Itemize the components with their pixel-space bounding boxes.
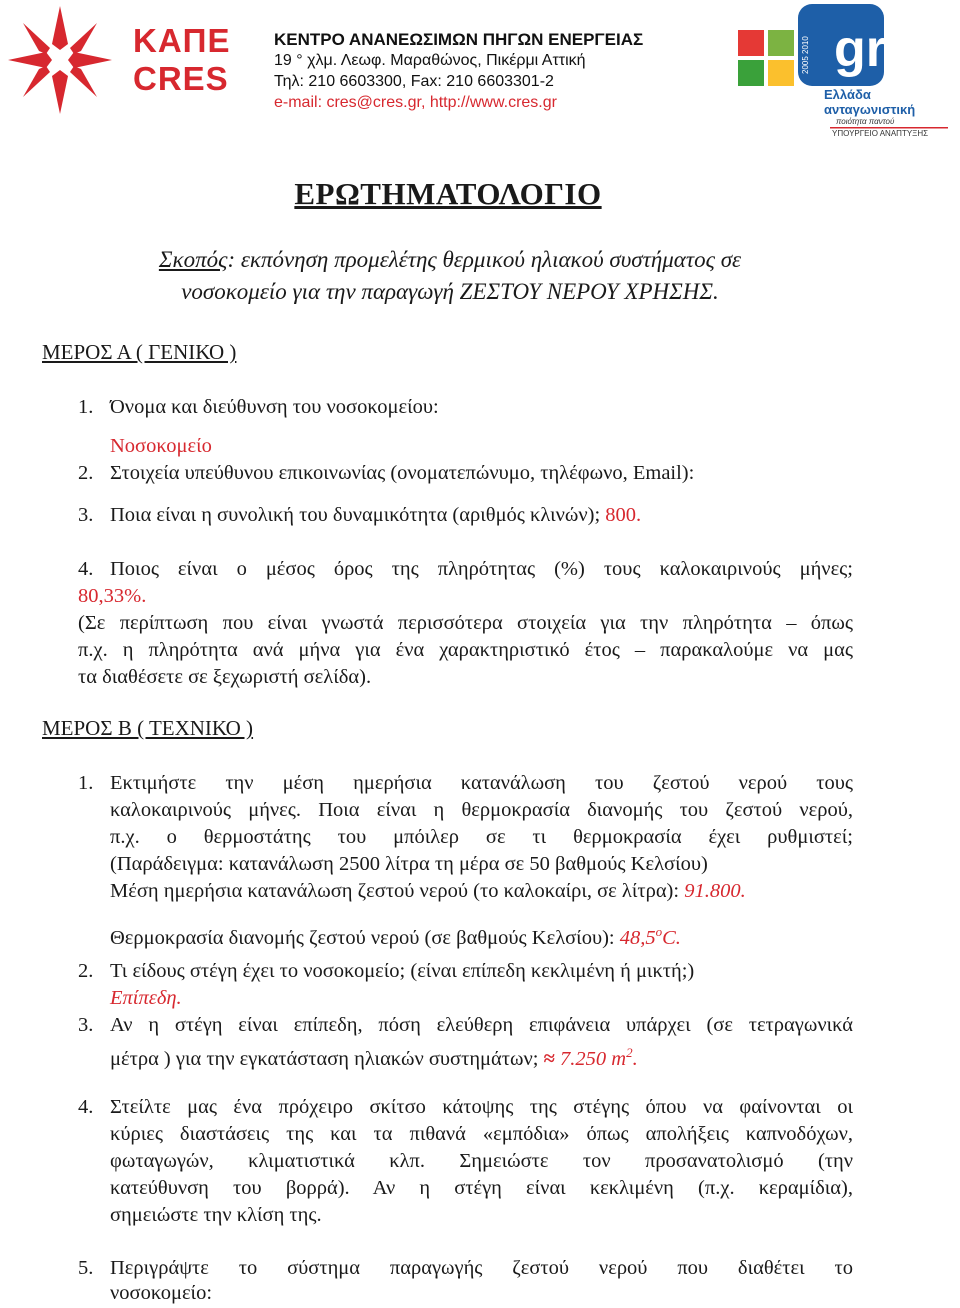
a2-number: 2. — [78, 462, 94, 484]
a1-question: Όνομα και διεύθυνση του νοσοκομείου: — [110, 396, 439, 418]
a4-number: 4. — [78, 558, 94, 580]
a4-note-line2: π.χ. η πληρότητα ανά μήνα για ένα χαρακτηριστικό έτος – παρακαλούμε να μας — [78, 639, 853, 661]
a1-number: 1. — [78, 396, 94, 418]
b3-area-answer — [560, 1045, 638, 1070]
b4-number: 4. — [78, 1096, 94, 1118]
a4-question: Ποιος είναι ο μέσος όρος της πληρότητας (%) τους καλοκαιρινούς μήνες; — [110, 558, 853, 580]
b4-line4: κατεύθυνση του βορρά). Αν η στέγη είναι κεκλιμένη (π.χ. κεραμίδια), — [110, 1177, 853, 1199]
b1-line6: Θερμοκρασία διανομής ζεστού νερού (σε βαθμούς Κελσίου): — [110, 926, 615, 949]
a1-answer: Νοσοκομείο — [110, 435, 212, 457]
org-email: e-mail: cres@cres.gr, http://www.cres.gr — [274, 94, 557, 111]
section-b-heading: ΜΕΡΟΣ Β ( ΤΕΧΝΙΚΟ ) — [42, 716, 254, 740]
b3-area-exponent: 2 — [626, 1045, 633, 1060]
document-title: ΕΡΩΤΗΜΑΤΟΛΟΓΙΟ — [294, 176, 602, 211]
kape-text: ΚΑΠΕ — [133, 22, 231, 59]
b3-line2-row — [110, 1039, 638, 1073]
purpose-statement — [90, 244, 810, 308]
b5-line2: νοσοκομείο: — [110, 1282, 213, 1304]
purpose-line1: : εκπόνηση προμελέτης θερμικού ηλιακού συστήματος σε — [227, 247, 742, 272]
a2-question: Στοιχεία υπεύθυνου επικοινωνίας (ονοματεπώνυμο, τηλέφωνο, Email): — [110, 462, 695, 484]
b1-consumption-answer: 91.800. — [684, 880, 746, 902]
b4-line2: κύριες διαστάσεις της και τα πιθανά «εμπόδια» όπως απολήξεις καπνοδόχων, — [110, 1123, 853, 1145]
b5-number: 5. — [78, 1257, 94, 1279]
b1-line6-row — [110, 918, 681, 952]
b1-temp-unit: C. — [662, 926, 681, 949]
org-address: 19 ° χλμ. Λεωφ. Μαραθώνος, Πικέρμι Αττική — [274, 52, 586, 69]
logo-years: 2005 2010 — [801, 36, 810, 74]
a3-answer: 800. — [605, 504, 642, 526]
cres-logo-mark — [6, 4, 114, 116]
b1-line1: Εκτιμήστε την μέση ημερήσια κατανάλωση του ζεστού νερού τους — [110, 772, 853, 794]
b1-line5: Μέση ημερήσια κατανάλωση ζεστού νερού (το καλοκαίρι, σε λίτρα): — [110, 880, 680, 902]
b3-line2: μέτρα ) για την εγκατάσταση ηλιακών συστημάτων; — [110, 1047, 539, 1070]
section-a-heading: ΜΕΡΟΣ Α ( ΓΕΝΙΚΟ ) — [42, 340, 237, 364]
logo-line3: ποιότητα παντού — [836, 117, 895, 126]
cres-logo-text — [133, 22, 231, 98]
b2-answer: Επίπεδη. — [110, 987, 182, 1009]
b4-line5: σημειώστε την κλίση της. — [110, 1204, 322, 1226]
b1-temp-value: 48,5 — [619, 926, 656, 949]
purpose-label: Σκοπός — [158, 247, 228, 272]
b1-line4: (Παράδειγμα: κατανάλωση 2500 λίτρα τη μέρα σε 50 βαθμούς Κελσίου) — [110, 853, 708, 875]
a3-question-line — [110, 502, 641, 529]
b3-line1: Αν η στέγη είναι επίπεδη, πόση ελεύθερη επιφάνεια υπάρχει (σε τετραγωνικά — [110, 1014, 853, 1036]
b1-number: 1. — [78, 772, 94, 794]
org-address-block — [274, 29, 643, 113]
a3-question: Ποια είναι η συνολική του δυναμικότητα (αριθμός κλινών); — [110, 504, 601, 526]
logo-ministry: ΥΠΟΥΡΓΕΙΟ ΑΝΑΠΤΥΞΗΣ — [832, 129, 929, 136]
b4-line3: φωταγωγών, κλιματιστικά κλπ. Σημειώστε τον προσανατολισμό (την — [110, 1150, 853, 1172]
cres-text: CRES — [133, 60, 229, 97]
greece-competitive-logo — [736, 2, 950, 136]
logo-line1: Ελλάδα — [824, 87, 871, 102]
b3-area-tail: . — [632, 1047, 638, 1070]
gr-mark-text: gr — [834, 20, 886, 78]
b2-number: 2. — [78, 960, 94, 982]
b1-temp-degree: o — [655, 924, 663, 939]
b1-line3: π.χ. ο θερμοστάτης του μπόιλερ σε τι θερμοκρασία έχει ρυθμιστεί; — [110, 826, 853, 848]
b3-area-value: 7.250 m — [560, 1047, 627, 1070]
org-phone: Τηλ: 210 6603300, Fax: 210 6603301-2 — [274, 73, 554, 90]
b1-temperature-answer — [619, 924, 681, 949]
a4-note-line1: (Σε περίπτωση που είναι γνωστά περισσότερα στοιχεία για την πληρότητα – όπως — [78, 612, 853, 634]
a3-number: 3. — [78, 504, 94, 526]
b5-line1: Περιγράψτε το σύστημα παραγωγής ζεστού νερού που διαθέτει το — [110, 1257, 853, 1279]
b3-number: 3. — [78, 1014, 94, 1036]
org-name: ΚΕΝΤΡΟ ΑΝΑΝΕΩΣΙΜΩΝ ΠΗΓΩΝ ΕΝΕΡΓΕΙΑΣ — [274, 30, 644, 49]
approx-symbol: ≈ — [543, 1047, 555, 1070]
logo-line2: ανταγωνιστική — [824, 102, 916, 117]
a4-answer: 80,33%. — [78, 585, 147, 607]
b4-line1: Στείλτε μας ένα πρόχειρο σκίτσο κάτοψης της στέγης όπου να φαίνονται οι — [110, 1096, 853, 1118]
purpose-line2: νοσοκομείο για την παραγωγή ΖΕΣΤΟΥ ΝΕΡΟΥ ΧΡΗΣΗΣ. — [181, 279, 719, 304]
a4-note-line3: τα διαθέσετε σε ξεχωριστή σελίδα). — [78, 666, 372, 688]
b1-line5-row — [110, 878, 746, 905]
b1-line2: καλοκαιρινούς μήνες. Ποια είναι η θερμοκρασία διανομής του ζεστού νερού, — [110, 799, 853, 821]
b2-question: Τι είδους στέγη έχει το νοσοκομείο; (είναι επίπεδη κεκλιμένη ή μικτή;) — [110, 960, 695, 982]
